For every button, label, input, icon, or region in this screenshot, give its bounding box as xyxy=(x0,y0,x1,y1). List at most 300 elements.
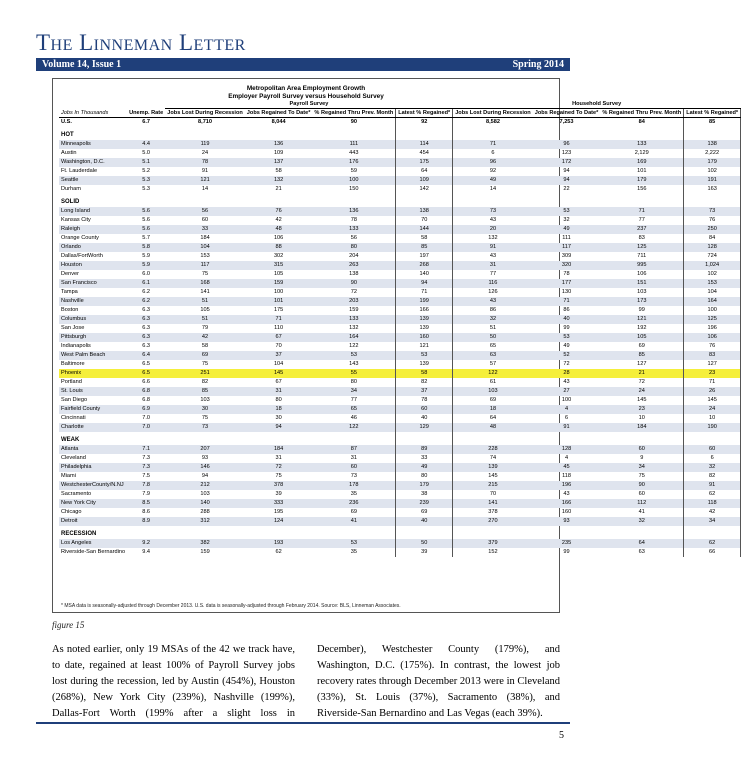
table-cell: 122 xyxy=(349,342,359,349)
table-cell: 5.8 xyxy=(127,243,165,252)
table-cell: 141 xyxy=(453,499,533,508)
table-cell: 126 xyxy=(488,288,498,295)
table-cell: 50 xyxy=(396,539,453,548)
table-cell: 30 xyxy=(275,414,282,421)
table-cell: 28 xyxy=(533,369,601,378)
table-cell: 103 xyxy=(200,396,210,403)
table-cell: 145 xyxy=(684,396,741,405)
table-cell: 166 xyxy=(533,499,601,508)
table-cell: 84 xyxy=(638,118,645,125)
table-cell: 6 xyxy=(564,414,569,421)
table-cell: 145 xyxy=(245,369,313,378)
row-label: Los Angeles xyxy=(59,539,127,548)
table-cell: 85 xyxy=(396,243,453,252)
table-cell: 31 xyxy=(350,454,357,461)
table-cell: 104 xyxy=(684,288,741,297)
group-row xyxy=(59,127,741,140)
table-cell: 145 xyxy=(637,396,647,403)
table-cell: 43 xyxy=(489,216,497,223)
row-label: Pittsburgh xyxy=(59,333,127,342)
table-cell: 51 xyxy=(489,324,497,331)
table-cell: 32 xyxy=(453,315,533,324)
table-cell: 42 xyxy=(275,216,282,223)
table-cell: 7.3 xyxy=(142,454,151,461)
table-row xyxy=(59,288,741,297)
column-header: Unemp. Rate xyxy=(129,109,164,116)
table-cell: 105 xyxy=(600,333,683,342)
table-cell: 6.2 xyxy=(127,297,165,306)
table-cell: 62 xyxy=(684,539,741,548)
table-cell: 196 xyxy=(533,481,601,490)
table-cell: 24 xyxy=(600,387,683,396)
table-cell: 99 xyxy=(563,548,570,555)
table-cell: 69 xyxy=(396,508,453,517)
table-cell: 136 xyxy=(312,207,395,216)
table-cell: 139 xyxy=(396,315,453,324)
table-row xyxy=(59,499,741,508)
row-label: Durham xyxy=(61,185,81,192)
table-row xyxy=(59,517,741,526)
payroll-survey-header: Payroll Survey xyxy=(165,99,452,108)
table-row xyxy=(59,216,741,225)
table-cell: 100 xyxy=(312,176,395,185)
row-label: Washington, D.C. xyxy=(59,158,127,167)
table-cell: 43 xyxy=(453,297,533,306)
table-cell: 72 xyxy=(563,360,570,367)
figure-subtitle: Employer Payroll Survey versus Household Survey xyxy=(228,93,384,100)
table-cell: 10 xyxy=(684,414,741,423)
table-cell: 196 xyxy=(684,324,741,333)
table-cell: 106 xyxy=(637,270,647,277)
table-cell: 35 xyxy=(350,490,357,497)
table-cell: 90 xyxy=(600,481,683,490)
table-cell: 130 xyxy=(561,288,572,295)
table-cell: 179 xyxy=(396,481,453,490)
table-cell: 215 xyxy=(453,481,533,490)
table-row xyxy=(59,185,741,194)
row-label: Kansas City xyxy=(61,216,91,223)
table-cell: 82 xyxy=(396,378,453,387)
group-row xyxy=(59,526,741,539)
row-label: St. Louis xyxy=(59,387,127,396)
table-cell: 175 xyxy=(273,306,284,313)
table-cell: 2,129 xyxy=(634,149,649,156)
table-cell: 9.4 xyxy=(142,548,151,555)
table-cell: 111 xyxy=(312,140,395,149)
table-row xyxy=(59,360,741,369)
table-cell: 38 xyxy=(396,490,453,499)
table-cell: 51 xyxy=(165,297,245,306)
table-cell: 85 xyxy=(600,351,683,360)
table-cell: 103 xyxy=(453,387,533,396)
column-header: % Regained Thru Prev. Month xyxy=(600,108,683,117)
table-row xyxy=(59,481,741,490)
table-cell: 112 xyxy=(600,499,683,508)
table-cell: 64 xyxy=(396,167,453,176)
table-cell: 132 xyxy=(349,324,359,331)
column-header: Latest % Regained* xyxy=(396,108,453,117)
row-label: Ft. Lauderdale xyxy=(61,167,98,174)
table-cell: 711 xyxy=(637,252,647,259)
table-cell: 69 xyxy=(165,351,245,360)
table-cell: 69 xyxy=(638,342,645,349)
table-cell: 8,582 xyxy=(485,118,500,125)
table-cell: 73 xyxy=(165,423,245,432)
table-cell: 18 xyxy=(245,405,313,414)
table-cell: 80 xyxy=(350,378,357,385)
table-cell: 85 xyxy=(165,387,245,396)
table-cell: 80 xyxy=(312,243,395,252)
table-cell: 6.8 xyxy=(142,396,151,403)
table-cell: 172 xyxy=(533,158,601,167)
row-label: Charlotte xyxy=(59,423,127,432)
table-cell: 20 xyxy=(453,225,533,234)
column-header-row xyxy=(59,108,741,117)
table-cell: 6.5 xyxy=(142,360,151,367)
table-cell: 43 xyxy=(489,252,497,259)
table-cell: 128 xyxy=(533,445,601,454)
row-label: Houston xyxy=(59,261,127,270)
table-cell: 63 xyxy=(638,548,645,555)
table-cell: 138 xyxy=(396,207,453,216)
table-cell: 91 xyxy=(684,481,741,490)
table-cell: 6.9 xyxy=(127,405,165,414)
table-cell: 133 xyxy=(312,315,395,324)
table-row xyxy=(59,539,741,548)
body-paragraph: As noted earlier, only 19 MSAs of the 42 we track have, to date, regained at least 100% of Payroll Survey jobs lost during the recession, led by Austin (454%), Houston (268%), New York City (239%), Nashville (199%), Dallas-Fort Worth (199% after a slight loss in December), Westchester County (179%), and Washington, D.C. (175%). In contrast, the lowest job recovery rates through December 2013 were in Cleveland (33%), St. Louis (37%), Sacramento (38%), and Riverside-San Bernardino and Las Vegas (each 39%). xyxy=(52,644,560,719)
table-cell: 24 xyxy=(684,405,741,414)
row-label: Sacramento xyxy=(61,490,92,497)
table-row xyxy=(59,423,741,432)
masthead xyxy=(36,30,570,70)
table-cell: 102 xyxy=(684,167,741,176)
table-cell: 6.3 xyxy=(142,342,151,349)
table-row xyxy=(59,396,741,405)
table-cell: 178 xyxy=(312,481,395,490)
table-row xyxy=(59,261,741,270)
table-cell: 33 xyxy=(165,225,245,234)
table-cell: 96 xyxy=(453,158,533,167)
table-cell: 78 xyxy=(350,216,357,223)
table-cell: 193 xyxy=(245,539,313,548)
issue-date: Spring 2014 xyxy=(512,59,564,70)
row-label: Raleigh xyxy=(59,225,127,234)
table-cell: 24 xyxy=(201,149,209,156)
table-cell: 100 xyxy=(561,396,572,403)
table-cell: 100 xyxy=(684,306,741,315)
table-cell: 57 xyxy=(489,360,497,367)
table-cell: 443 xyxy=(349,149,359,156)
table-cell: 84 xyxy=(684,234,741,243)
table-cell: 42 xyxy=(165,333,245,342)
table-cell: 263 xyxy=(312,261,395,270)
table-cell: 49 xyxy=(396,463,453,472)
table-cell: 212 xyxy=(165,481,245,490)
table-cell: 7.0 xyxy=(142,414,151,421)
table-cell: 192 xyxy=(637,324,647,331)
table-cell: 6 xyxy=(491,149,495,156)
table-cell: 163 xyxy=(684,185,741,194)
table-cell: 80 xyxy=(275,396,282,403)
row-label: Fairfield County xyxy=(59,405,127,414)
table-cell: 58 xyxy=(396,234,453,243)
row-label: Boston xyxy=(61,306,79,313)
table-cell: 83 xyxy=(684,351,741,360)
table-cell: 6.1 xyxy=(127,279,165,288)
table-row xyxy=(59,463,741,472)
table-cell: 75 xyxy=(201,414,209,421)
table-cell: 78 xyxy=(396,396,453,405)
group-row xyxy=(59,194,741,207)
table-cell: 88 xyxy=(245,243,313,252)
table-cell: 151 xyxy=(600,279,683,288)
table-cell: 34 xyxy=(600,463,683,472)
table-cell: 7.3 xyxy=(127,463,165,472)
table-cell: 724 xyxy=(684,252,741,261)
table-cell: 116 xyxy=(453,279,533,288)
table-cell: 127 xyxy=(637,360,647,367)
column-header: Jobs Lost During Recession xyxy=(167,109,243,116)
row-label: Phoenix xyxy=(59,369,127,378)
table-cell: 5.6 xyxy=(142,216,151,223)
column-header: Jobs In Thousands xyxy=(59,108,127,117)
table-cell: 6 xyxy=(684,454,741,463)
table-cell: 60 xyxy=(396,405,453,414)
table-cell: 82 xyxy=(201,378,209,385)
table-cell: 104 xyxy=(165,243,245,252)
table-row xyxy=(59,270,741,279)
table-cell: 184 xyxy=(200,234,210,241)
column-header: Latest % Regained* xyxy=(684,108,741,117)
row-label: Detroit xyxy=(59,517,127,526)
table-cell: 70 xyxy=(489,490,497,497)
table-cell: 92 xyxy=(396,117,453,127)
column-header: Jobs Regained To Date* xyxy=(246,109,311,116)
table-cell: 8,710 xyxy=(198,118,213,125)
table-row xyxy=(59,548,741,557)
table-cell: 22 xyxy=(563,185,570,192)
table-cell: 94 xyxy=(201,472,209,479)
table-cell: 64 xyxy=(489,414,497,421)
table-cell: 203 xyxy=(312,297,395,306)
table-cell: 21 xyxy=(275,185,282,192)
table-cell: 30 xyxy=(165,405,245,414)
table-cell: 31 xyxy=(245,387,313,396)
table-cell: 127 xyxy=(684,360,741,369)
table-cell: 46 xyxy=(350,414,357,421)
table-cell: 320 xyxy=(533,261,601,270)
table-cell: 333 xyxy=(245,499,313,508)
table-cell: 23 xyxy=(684,369,741,378)
figure-table-box xyxy=(52,78,739,613)
table-cell: 71 xyxy=(453,140,533,149)
table-cell: 159 xyxy=(200,548,210,555)
row-label: Long Island xyxy=(59,207,127,216)
table-cell: 5.9 xyxy=(127,261,165,270)
table-row xyxy=(59,405,741,414)
figure-caption: figure 15 xyxy=(52,620,85,630)
table-cell: 105 xyxy=(200,306,210,313)
table-cell: 32 xyxy=(684,463,741,472)
table-row xyxy=(59,351,741,360)
table-row xyxy=(59,378,741,387)
table-cell: 5.9 xyxy=(142,252,151,259)
table-cell: 80 xyxy=(396,472,453,481)
table-cell: 119 xyxy=(165,140,245,149)
table-cell: 31 xyxy=(275,454,282,461)
table-cell: 204 xyxy=(349,252,359,259)
table-cell: 40 xyxy=(533,315,601,324)
table-cell: 132 xyxy=(245,176,313,185)
table-cell: 49 xyxy=(453,176,533,185)
table-cell: 48 xyxy=(245,225,313,234)
table-cell: 109 xyxy=(273,149,284,156)
table-cell: 139 xyxy=(396,360,453,369)
table-cell: 105 xyxy=(273,270,284,277)
table-cell: 56 xyxy=(350,234,357,241)
table-cell: 237 xyxy=(600,225,683,234)
table-cell: 129 xyxy=(396,423,453,432)
table-cell: 93 xyxy=(533,517,601,526)
table-cell: 176 xyxy=(312,158,395,167)
table-cell: 53 xyxy=(312,539,395,548)
table-cell: 53 xyxy=(312,351,395,360)
table-row xyxy=(59,490,741,499)
table-cell: 10 xyxy=(638,414,645,421)
table-cell: 34 xyxy=(312,387,395,396)
table-cell: 85 xyxy=(684,117,741,127)
table-cell: 197 xyxy=(396,252,453,261)
table-cell: 6.4 xyxy=(127,351,165,360)
table-cell: 60 xyxy=(312,463,395,472)
table-cell: 270 xyxy=(453,517,533,526)
table-cell: 93 xyxy=(201,454,209,461)
row-label: Orange County xyxy=(61,234,99,241)
table-cell: 90 xyxy=(312,279,395,288)
table-cell: 235 xyxy=(533,539,601,548)
household-survey-header: Household Survey xyxy=(453,99,741,108)
table-cell: 75 xyxy=(275,472,282,479)
table-cell: 26 xyxy=(684,387,741,396)
table-cell: 6.3 xyxy=(127,315,165,324)
table-cell: 250 xyxy=(684,225,741,234)
table-cell: 121 xyxy=(600,315,683,324)
table-cell: 77 xyxy=(489,270,497,277)
table-cell: 144 xyxy=(396,225,453,234)
table-cell: 64 xyxy=(600,539,683,548)
table-cell: 96 xyxy=(533,140,601,149)
row-label: Orlando xyxy=(59,243,127,252)
table-cell: 7.9 xyxy=(142,490,151,497)
table-cell: 191 xyxy=(684,176,741,185)
table-cell: 5.2 xyxy=(142,167,151,174)
table-cell: 91 xyxy=(533,423,601,432)
table-cell: 86 xyxy=(563,306,570,313)
row-label: Philadelphia xyxy=(59,463,127,472)
table-cell: 6.3 xyxy=(142,306,151,313)
table-cell: 70 xyxy=(396,216,453,225)
table-cell: 34 xyxy=(684,517,741,526)
table-cell: 18 xyxy=(453,405,533,414)
table-cell: 140 xyxy=(396,270,453,279)
table-cell: 153 xyxy=(684,279,741,288)
table-cell: 4 xyxy=(564,454,569,461)
table-cell: 379 xyxy=(453,539,533,548)
row-label: Chicago xyxy=(61,508,82,515)
group-label: SOLID xyxy=(61,198,80,205)
table-cell: 83 xyxy=(638,234,645,241)
table-cell: 150 xyxy=(349,185,359,192)
employment-table xyxy=(59,99,741,557)
table-cell: 164 xyxy=(684,297,741,306)
table-cell: 77 xyxy=(638,216,645,223)
table-cell: 77 xyxy=(350,396,357,403)
row-label: Dallas/FortWorth xyxy=(61,252,103,259)
table-cell: 5.6 xyxy=(127,207,165,216)
table-cell: 42 xyxy=(684,508,741,517)
table-cell: 2,222 xyxy=(684,149,741,158)
row-label: San Francisco xyxy=(59,279,127,288)
row-label: U.S. xyxy=(61,118,72,125)
table-cell: 6.2 xyxy=(142,288,151,295)
table-row xyxy=(59,369,741,378)
table-cell: 59 xyxy=(350,167,357,174)
table-cell: 315 xyxy=(245,261,313,270)
table-cell: 33 xyxy=(396,454,453,463)
row-label: Portland xyxy=(61,378,82,385)
table-cell: 65 xyxy=(312,405,395,414)
table-cell: 118 xyxy=(562,472,571,479)
table-row xyxy=(59,342,741,351)
table-cell: 79 xyxy=(201,324,209,331)
table-cell: 123 xyxy=(561,149,572,156)
table-cell: 39 xyxy=(396,548,453,557)
table-cell: 4 xyxy=(533,405,601,414)
table-cell: 164 xyxy=(312,333,395,342)
table-cell: 58 xyxy=(275,167,282,174)
table-cell: 99 xyxy=(638,306,645,313)
table-cell: 122 xyxy=(453,369,533,378)
table-cell: 117 xyxy=(533,243,601,252)
table-cell: 139 xyxy=(453,463,533,472)
issue-bar xyxy=(36,58,570,71)
page-number: 5 xyxy=(559,730,564,741)
table-cell: 184 xyxy=(600,423,683,432)
table-cell: 67 xyxy=(275,378,282,385)
table-cell: 239 xyxy=(396,499,453,508)
table-cell: 74 xyxy=(489,454,497,461)
row-label: Austin xyxy=(61,149,77,156)
table-cell: 6.8 xyxy=(127,387,165,396)
table-row xyxy=(59,306,741,315)
table-cell: 122 xyxy=(312,423,395,432)
column-header: Jobs Lost During Recession xyxy=(453,108,533,117)
column-header: Jobs Regained To Date* xyxy=(534,109,599,116)
table-cell: 8.6 xyxy=(142,508,151,515)
table-cell: 71 xyxy=(396,288,453,297)
table-cell: 110 xyxy=(274,324,284,331)
table-row xyxy=(59,234,741,243)
table-cell: 21 xyxy=(600,369,683,378)
table-cell: 73 xyxy=(684,207,741,216)
table-cell: 62 xyxy=(275,548,282,555)
table-cell: 40 xyxy=(396,517,453,526)
table-cell: 39 xyxy=(275,490,282,497)
row-label: Riverside-San Bernardino xyxy=(61,548,126,555)
table-cell: 117 xyxy=(165,261,245,270)
table-cell: 69 xyxy=(350,508,357,515)
table-cell: 52 xyxy=(533,351,601,360)
